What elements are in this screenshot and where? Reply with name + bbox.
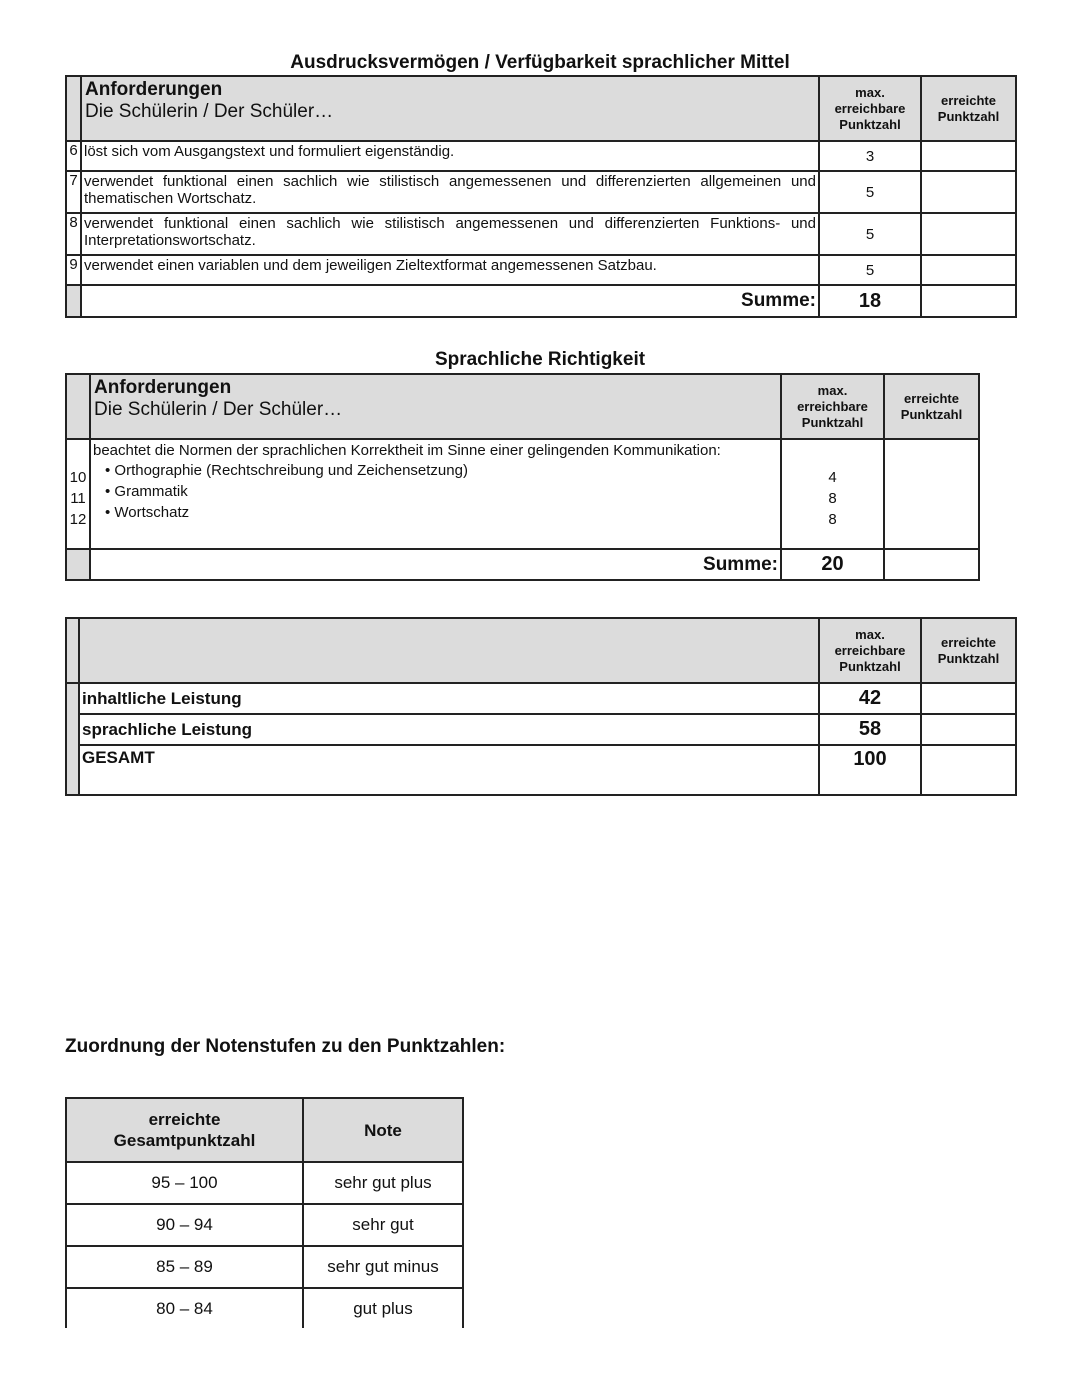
max-points: 3 xyxy=(819,141,921,171)
grade-label: sehr gut plus xyxy=(303,1162,463,1204)
max-points: 5 xyxy=(819,171,921,213)
achieved-points-cell xyxy=(921,255,1016,285)
requirements-header: Anforderungen Die Schülerin / Der Schüler… xyxy=(81,76,819,141)
points-range: 80 – 84 xyxy=(66,1288,303,1328)
requirement-text: verwendet funktional einen sachlich wie stilistisch angemessenen und differenzierten Funktions- und Interpretationswortschatz. xyxy=(81,213,819,255)
max-points: 5 xyxy=(819,255,921,285)
points-range: 90 – 94 xyxy=(66,1204,303,1246)
section1-title: Ausdrucksvermögen / Verfügbarkeit sprachlicher Mittel xyxy=(290,52,790,73)
achieved-points-cell xyxy=(921,714,1016,745)
requirement-text: verwendet einen variablen und dem jeweiligen Zieltextformat angemessenen Satzbau. xyxy=(81,255,819,285)
requirement-text: löst sich vom Ausgangstext und formuliert eigenständig. xyxy=(81,141,819,171)
max-points: 5 xyxy=(819,213,921,255)
total-row-label: inhaltliche Leistung xyxy=(79,683,819,714)
total-row-max: 100 xyxy=(819,745,921,795)
sum-value: 20 xyxy=(781,549,884,580)
achieved-sum-cell xyxy=(884,549,979,580)
sum-label: Summe: xyxy=(81,285,819,317)
achieved-sum-cell xyxy=(921,285,1016,317)
points-column-header: erreichte Gesamtpunktzahl xyxy=(66,1098,303,1162)
requirement-text: verwendet funktional einen sachlich wie stilistisch angemessenen und differenzierten allgemeinen und thematischen Wortschatz. xyxy=(81,171,819,213)
correctness-table xyxy=(65,373,980,581)
achieved-points-header: erreichte Punktzahl xyxy=(884,374,979,439)
section2-title: Sprachliche Richtigkeit xyxy=(434,349,646,370)
requirement-text: beachtet die Normen der sprachlichen Korrektheit im Sinne einer gelingenden Kommunikation: • Orthographie (Rechtschreibung und Zeichensetzung) • Grammatik • Wortschatz xyxy=(90,439,781,549)
points-range: 85 – 89 xyxy=(66,1246,303,1288)
row-number: 6 xyxy=(66,141,81,171)
sum-label: Summe: xyxy=(90,549,781,580)
total-row-max: 42 xyxy=(819,683,921,714)
max-points-header: max. erreichbare Punktzahl xyxy=(819,76,921,141)
row-number: 7 xyxy=(66,171,81,213)
points-range: 95 – 100 xyxy=(66,1162,303,1204)
grades-title: Zuordnung der Notenstufen zu den Punktzahlen: xyxy=(65,1036,506,1057)
max-points-header: max. erreichbare Punktzahl xyxy=(819,618,921,683)
achieved-points-cell xyxy=(921,141,1016,171)
achieved-points-cell xyxy=(921,683,1016,714)
sum-value: 18 xyxy=(819,285,921,317)
grade-table xyxy=(65,1097,464,1328)
achieved-points-cell xyxy=(921,213,1016,255)
total-row-label: GESAMT xyxy=(79,745,819,795)
requirements-header: Anforderungen Die Schülerin / Der Schüler… xyxy=(90,374,781,439)
achieved-points-cell xyxy=(921,171,1016,213)
grade-label: gut plus xyxy=(303,1288,463,1328)
row-number: 8 xyxy=(66,213,81,255)
row-numbers: 10 11 12 xyxy=(66,439,90,549)
max-points-header: max. erreichbare Punktzahl xyxy=(781,374,884,439)
row-number: 9 xyxy=(66,255,81,285)
achieved-points-header: erreichte Punktzahl xyxy=(921,76,1016,141)
grade-column-header: Note xyxy=(303,1098,463,1162)
achieved-points-cell xyxy=(921,745,1016,795)
max-points: 4 8 8 xyxy=(781,439,884,549)
grade-label: sehr gut minus xyxy=(303,1246,463,1288)
achieved-points-cell xyxy=(884,439,979,549)
total-row-max: 58 xyxy=(819,714,921,745)
achieved-points-header: erreichte Punktzahl xyxy=(921,618,1016,683)
total-row-label: sprachliche Leistung xyxy=(79,714,819,745)
expression-table xyxy=(65,75,1017,318)
totals-table xyxy=(65,617,1017,796)
grade-label: sehr gut xyxy=(303,1204,463,1246)
